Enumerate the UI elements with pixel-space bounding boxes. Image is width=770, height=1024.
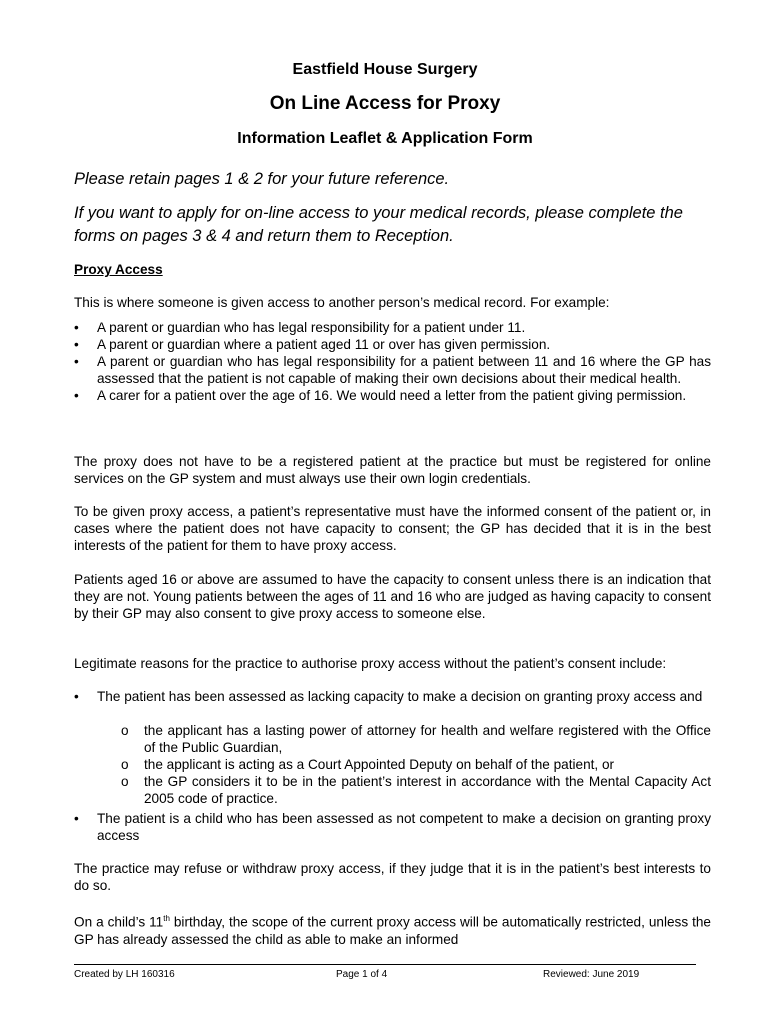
list-item: • A parent or guardian where a patient aged 11 or over has given permission. [74, 337, 551, 352]
consent-paragraph: To be given proxy access, a patient’s representative must have the informed consent of the patient or, in cases where the patient does not have capacity to consent; the GP has decided that it is in the best interests of the patient for them to have proxy access. [74, 504, 711, 553]
document-title: On Line Access for Proxy [269, 93, 501, 114]
list-item: • The patient is a child who has been assessed as not competent to make a decision on granting proxy access [74, 811, 711, 843]
list-item: o the applicant is acting as a Court Appointed Deputy on behalf of the patient, or [121, 757, 615, 772]
registered-paragraph: The proxy does not have to be a registered patient at the practice but must be registered for online services on the GP system and must always use their own login credentials. [74, 454, 711, 486]
birthday-paragraph: On a child’s 11th birthday, the scope of the current proxy access will be automatically restricted, unless the GP has already assessed the child as able to make an informed [74, 914, 711, 947]
capacity-paragraph: Patients aged 16 or above are assumed to have the capacity to consent unless there is an indication that they are not. Young patients between the ages of 11 and 16 who are judged as having capacity to consent by their GP may also consent to give proxy access to someone else. [74, 572, 711, 621]
retain-note: Please retain pages 1 & 2 for your future reference. [74, 170, 450, 188]
list-item: o the GP considers it to be in the patient’s interest in accordance with the Mental Capacity Act 2005 code of practice. [121, 774, 711, 806]
proxy-access-heading: Proxy Access [74, 262, 163, 277]
reasons-list-cont [74, 810, 711, 844]
reasons-list [74, 688, 711, 705]
reasons-intro: Legitimate reasons for the practice to authorise proxy access without the patient’s consent include: [74, 656, 667, 671]
refuse-paragraph: The practice may refuse or withdraw proxy access, if they judge that it is in the patient’s best interests to do so. [74, 861, 711, 893]
list-item: o the applicant has a lasting power of attorney for health and welfare registered with the Office of the Public Guardian, [121, 723, 711, 755]
list-item: • A parent or guardian who has legal responsibility for a patient under 11. [74, 320, 526, 335]
footer-divider [74, 964, 696, 965]
apply-note: If you want to apply for on-line access to your medical records, please complete the forms on pages 3 & 4 and return them to Reception. [74, 204, 683, 245]
examples-list [74, 319, 711, 404]
list-item: • A parent or guardian who has legal responsibility for a patient between 11 and 16 where the GP has assessed that the patient is not capable of making their own decisions about their medical health. [74, 354, 711, 386]
proxy-intro: This is where someone is given access to another person’s medical record. For example: [74, 295, 610, 310]
list-item: • A carer for a patient over the age of 16. We would need a letter from the patient giving permission. [74, 388, 687, 403]
reason-sublist [74, 722, 711, 807]
list-item: • The patient has been assessed as lacking capacity to make a decision on granting proxy access and [74, 689, 703, 704]
footer-page-number: Page 1 of 4 [336, 969, 388, 980]
footer-created: Created by LH 160316 [74, 969, 175, 980]
practice-name: Eastfield House Surgery [292, 61, 478, 78]
footer-reviewed: Reviewed: June 2019 [543, 969, 640, 980]
document-subtitle: Information Leaflet & Application Form [237, 130, 533, 147]
